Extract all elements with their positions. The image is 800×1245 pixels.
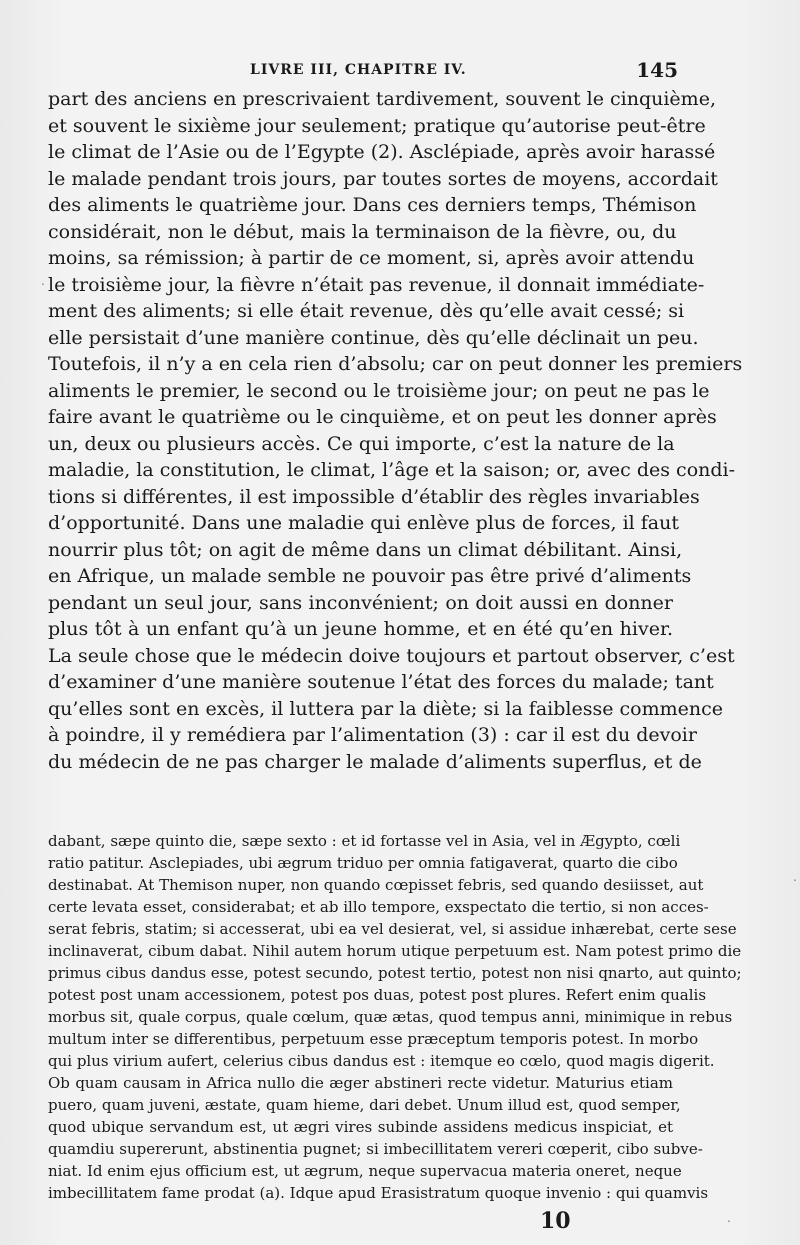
main-text-line: du médecin de ne pas charger le malade d’aliments superflus, et de [48,750,702,773]
footnote-line: imbecillitatem fame prodat (a). Idque apud Erasistratum quoque invenio : qui quamvis [48,1184,709,1202]
main-text-line: le malade pendant trois jours, par toutes sortes de moyens, accordait [48,167,718,190]
footnote-block [48,830,742,1204]
main-text-line: et souvent le sixième jour seulement; pratique qu’autorise peut-être [48,114,706,137]
footnote-line: certe levata esset, considerabat; et ab illo tempore, exspectato die tertio, si non acces- [48,898,709,916]
main-text-line: La seule chose que le médecin doive toujours et partout observer, c’est [48,644,735,667]
footnote-line: serat febris, statim; si accesserat, ubi ea vel desierat, vel, si assidue inhærebat, certe sese [48,920,737,938]
footnote-line: quod ubique servandum est, ut ægri vires subinde assidens medicus inspiciat, et [48,1118,673,1136]
main-text-line: maladie, la constitution, le climat, l’âge et la saison; or, avec des condi- [48,459,736,481]
main-text-line: un, deux ou plusieurs accès. Ce qui importe, c’est la nature de la [48,432,675,455]
main-text-line: pendant un seul jour, sans inconvénient; on doit aussi en donner [48,591,673,614]
main-text-line: des aliments le quatrième jour. Dans ces derniers temps, Thémison [48,194,697,216]
footnote-line: qui plus virium aufert, celerius cibus dandus est : itemque eo cœlo, quod magis digerit. [48,1052,715,1070]
margin-dot: . [793,870,797,884]
main-text-line: en Afrique, un malade semble ne pouvoir pas être privé d’aliments [48,565,692,587]
footnote-line: puero, quam juveni, æstate, quam hieme, dari debet. Unum illud est, quod semper, [48,1096,681,1114]
footnote-line: morbus sit, quale corpus, quale cœlum, quæ ætas, quod tempus anni, minimique in rebus [48,1008,733,1026]
margin-dot: . [727,1211,731,1225]
running-title: LIVRE III, CHAPITRE IV. [250,62,467,78]
main-text-line: d’examiner d’une manière soutenue l’état des forces du malade; tant [48,671,714,693]
main-text-line: qu’elles sont en excès, il luttera par la diète; si la faiblesse commence [48,697,723,720]
main-text-line: le troisième jour, la fièvre n’était pas revenue, il donnait immédiate- [48,273,705,296]
footnote-line: destinabat. At Themison nuper, non quando cœpisset febris, sed quando desiisset, aut [48,876,704,894]
main-text-line: considérait, non le début, mais la terminaison de la fièvre, ou, du [48,220,677,243]
main-text-line: Toutefois, il n’y a en cela rien d’absolu; car on peut donner les premiers [48,353,743,375]
main-text-line: elle persistait d’une manière continue, dès qu’elle déclinait un peu. [48,326,699,349]
footnote-line: ratio patitur. Asclepiades, ubi ægrum triduo per omnia fatigaverat, quarto die cibo [48,854,678,872]
margin-dot: . [41,274,45,288]
page-number: 145 [636,58,678,82]
main-text-line: nourrir plus tôt; on agit de même dans un climat débilitant. Ainsi, [48,538,683,561]
footnote-line: primus cibus dandus esse, potest secundo, potest tertio, potest non nisi qnarto, aut quinto; [48,964,742,982]
footnote-line: niat. Id enim ejus officium est, ut ægrum, neque supervacua materia oneret, neque [48,1162,682,1180]
main-text-line: plus tôt à un enfant qu’à un jeune homme, et en été qu’en hiver. [48,618,673,640]
footnote-line: inclinaverat, cibum dabat. Nihil autem horum utique perpetuum est. Nam potest primo die [48,942,742,960]
main-text-line: moins, sa rémission; à partir de ce moment, si, après avoir attendu [48,247,695,269]
main-text-line: ment des aliments; si elle était revenue, dès qu’elle avait cessé; si [48,300,685,322]
signature-mark: 10 [540,1208,571,1234]
main-text-line: à poindre, il y remédiera par l’alimentation (3) : car il est du devoir [48,724,697,746]
footnote-line: Ob quam causam in Africa nullo die æger abstineri recte videtur. Maturius etiam [48,1074,673,1092]
footnote-line: potest post unam accessionem, potest pos duas, potest post plures. Refert enim qualis [48,986,707,1004]
main-text-line: part des anciens en prescrivaient tardivement, souvent le cinquième, [48,88,716,110]
main-text-line: aliments le premier, le second ou le troisième jour; on peut ne pas le [48,379,710,402]
main-text-line: faire avant le quatrième ou le cinquième, et on peut les donner après [48,406,717,428]
running-head [48,58,678,84]
footnote-line: quamdiu supererunt, abstinentia pugnet; si imbecillitatem vereri cœperit, cibo subve- [48,1140,703,1158]
footnote-line: multum inter se differentibus, perpetuum esse præceptum temporis potest. In morbo [48,1030,699,1048]
main-text-block [48,86,743,775]
main-text-line: tions si différentes, il est impossible d’établir des règles invariables [48,485,700,508]
footnote-line: dabant, sæpe quinto die, sæpe sexto : et id fortasse vel in Asia, vel in Ægypto, cœli [48,832,681,850]
main-text-line: d’opportunité. Dans une maladie qui enlève plus de forces, il faut [48,512,679,534]
main-text-line: le climat de l’Asie ou de l’Egypte (2). Asclépiade, après avoir harassé [48,141,716,163]
